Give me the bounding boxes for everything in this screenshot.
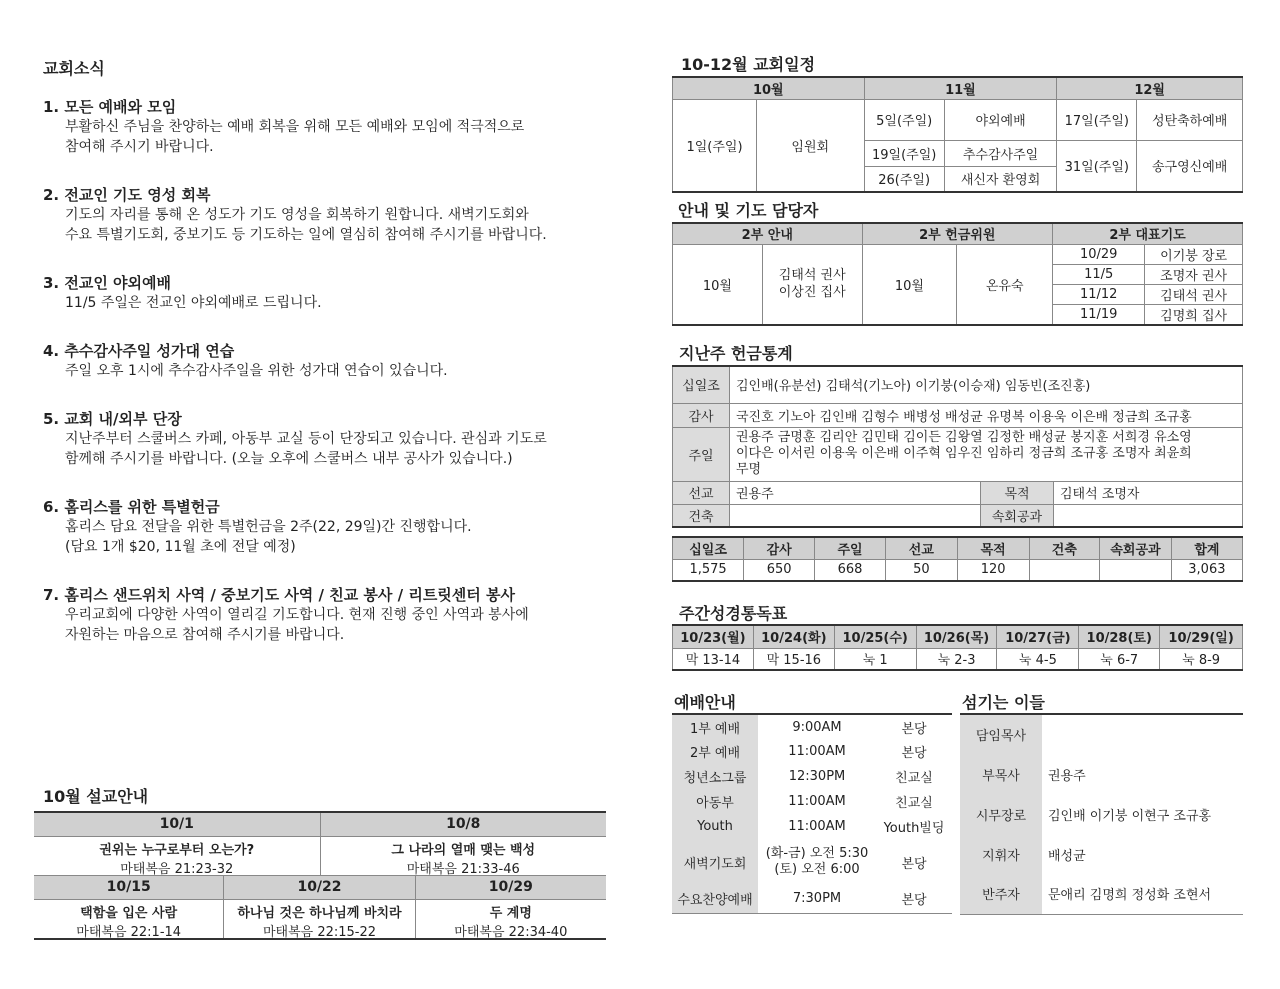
news-item-line: 부활하신 주님을 찬양하는 예배 회복을 위해 모든 예배와 모임에 적극적으로 [65,119,525,135]
worship-title: 예배안내 [674,693,736,712]
prayer-date: 11/12 [1053,284,1145,304]
news-item-line: 우리교회에 다양한 사역이 열리길 기도합니다. 현재 진행 중인 사역과 봉사에 [65,607,529,623]
servant-names: 문애리 김명희 정성화 조현서 [1048,888,1212,904]
schedule-event: 새신자 환영회 [944,166,1056,192]
sunday-label: 주일 [673,427,730,481]
summary-value: 1,575 [673,559,744,581]
news-item-line: 홈리스 담요 전달을 위한 특별헌금을 2주(22, 29일)간 진행합니다. [65,519,472,535]
schedule-date: 19일(주일) [864,140,944,166]
summary-value: 650 [744,559,815,581]
news-item-line: 11/5 주일은 전교인 야외예배로 드립니다. [65,295,322,311]
purpose-label: 목적 [981,481,1054,504]
sermon-name: 권위는 누구로부터 오는가? [99,843,255,858]
servant-names [1042,714,1243,754]
bible-reading: 눅 1 [834,648,916,670]
duty-title: 안내 및 기도 담당자 [678,201,819,220]
sermon-date: 10/29 [488,879,533,895]
sermon-title: 10월 설교안내 [43,787,149,806]
debt-names [1054,504,1243,527]
summary-value: 3,063 [1171,559,1242,581]
guide-names [762,244,862,325]
guide-month: 10월 [673,244,763,325]
bible-day: 10/25(수) [834,625,916,648]
news-item-title: 2. 전교인 기도 영성 회복 [43,186,211,204]
offering-title: 지난주 헌금통계 [679,344,793,363]
servant-role: 담임목사 [960,714,1042,754]
news-item-title: 7. 홈리스 샌드위치 사역 / 중보기도 사역 / 친교 봉사 / 리트릿센터 봉사 [43,586,515,604]
worship-place: 본당 [901,856,927,872]
month-header: 10월 [673,77,865,99]
bible-day: 10/24(화) [753,625,834,648]
schedule-title: 10-12월 교회일정 [681,55,816,74]
summary-header: 감사 [744,537,815,559]
news-item [43,408,633,476]
thanks-names: 국진호 기노아 김인배 김형수 배병성 배성균 유명복 이용욱 이은배 정금희 조규홍 [730,403,1243,427]
summary-header: 합계 [1171,537,1242,559]
bible-reading: 눅 4-5 [997,648,1079,670]
sermon-ref: 마태복음 21:33-46 [406,862,520,877]
duty-header: 2부 안내 [673,223,863,244]
prayer-date: 10/29 [1053,244,1145,264]
news-item-line: 지난주부터 스쿨버스 카페, 아동부 교실 등이 단장되고 있습니다. 관심과 기도로 [65,431,547,447]
news-item-title: 4. 추수감사주일 성가대 연습 [43,342,235,360]
worship-time: (토) 오전 6:00 [774,862,860,877]
news-title: 교회소식 [43,59,105,78]
news-item-line: (담요 1개 $20, 11월 초에 전달 예정) [65,539,296,555]
sermon-cell [224,900,415,938]
sermon-name: 하나님 것은 하나님께 바치라 [237,906,402,921]
news-item-line: 수요 특별기도회, 중보기도 등 기도하는 일에 열심히 참여해 주시기를 바랍니다. [65,227,547,243]
news-item [43,340,633,388]
news-item [43,496,633,564]
prayer-date: 11/19 [1053,304,1145,325]
news-item [43,584,633,652]
bible-reading: 눅 2-3 [916,648,997,670]
offering-month: 10월 [862,244,957,325]
summary-header: 목적 [957,537,1029,559]
schedule-date: 26(주일) [864,166,944,192]
sermon-cell [321,837,607,875]
news-item [43,272,633,320]
worship-time: 7:30PM [792,891,842,907]
servant-role: 부목사 [960,754,1042,794]
summary-header: 선교 [886,537,958,559]
sermon-ref: 마태복음 21:23-32 [120,862,234,877]
worship-place: Youth빌딩 [883,821,945,836]
prayer-name: 조명자 권사 [1145,264,1243,284]
prayer-name: 김명희 집사 [1145,304,1243,325]
sunday-line: 권용주 금명훈 김리안 김민태 김이든 김왕열 김정한 배성균 봉지훈 서희경 유소영 [736,430,1192,445]
sermon-name: 택함을 입은 사람 [80,906,178,921]
news-item-line: 주일 오후 1시에 추수감사주일을 위한 성가대 연습이 있습니다. [65,363,448,379]
servant-role: 반주자 [960,874,1042,914]
tithe-label: 십일조 [673,366,730,403]
schedule-date: 17일(주일) [1057,99,1137,140]
bible-day: 10/28(토) [1079,625,1160,648]
news-item-line: 참여해 주시기 바랍니다. [65,139,214,155]
news-item-title: 5. 교회 내/외부 단장 [43,410,182,428]
summary-value: 50 [886,559,958,581]
summary-value: 668 [815,559,886,581]
bible-reading: 막 13-14 [673,648,754,670]
worship-time: 11:00AM [788,794,846,809]
servant-role: 지휘자 [960,834,1042,874]
sermon-cell [416,900,606,938]
news-item-title: 1. 모든 예배와 모임 [43,98,177,116]
news-list [43,96,633,652]
sunday-line: 무명 [736,462,762,477]
servant-names: 배성균 [1048,848,1086,864]
schedule-date: 5일(주일) [864,99,944,140]
building-names [730,504,981,527]
worship-place: 본당 [901,893,927,909]
schedule-event: 임원회 [756,99,864,192]
mission-label: 선교 [673,481,730,504]
prayer-name: 김태석 권사 [1145,284,1243,304]
bible-reading: 눅 8-9 [1160,648,1243,670]
news-item-title: 6. 홈리스를 위한 특별헌금 [43,498,220,516]
prayer-date: 11/5 [1053,264,1145,284]
purpose-names: 김태석 조명자 [1054,481,1243,504]
sunday-line: 이다은 이서린 이용욱 이은배 이주혁 임우진 임하리 정금희 조규홍 조명자 최윤희 [736,446,1192,461]
mission-names: 권용주 [730,481,981,504]
servant-names: 김인배 이기붕 이현구 조규홍 [1048,808,1212,824]
worship-time: 11:00AM [788,744,846,759]
worship-time-block [758,839,876,885]
bible-day: 10/23(월) [673,625,754,648]
month-header: 11월 [864,77,1057,99]
servant-role: 시무장로 [960,794,1042,834]
bible-table [672,624,1243,671]
sermon-date: 10/22 [224,876,415,899]
summary-header: 십일조 [673,537,744,559]
summary-header: 속회공과 [1100,537,1172,559]
worship-table [672,713,952,914]
news-item [43,96,633,164]
month-header: 12월 [1057,77,1243,99]
worship-name: 2부 예배 [672,739,758,764]
guide-name: 김태석 권사 [778,268,846,283]
servants-table [960,713,1243,915]
worship-name: Youth [672,814,758,839]
sermon-date: 10/8 [446,816,481,832]
summary-value [1100,559,1172,581]
schedule-event: 야외예배 [944,99,1056,140]
sermon-date: 10/15 [34,876,224,899]
building-label: 건축 [673,504,730,527]
servant-names: 권용주 [1048,768,1086,784]
bible-reading: 눅 6-7 [1079,648,1160,670]
bible-day: 10/27(금) [997,625,1079,648]
worship-time: (화-금) 오전 5:30 [765,846,869,861]
schedule-event: 추수감사주일 [944,140,1056,166]
duty-header: 2부 대표기도 [1053,223,1243,244]
sermon-name: 그 나라의 열매 맺는 백성 [391,843,536,858]
sermon-name: 두 계명 [489,906,532,921]
sunday-names [730,427,1243,481]
schedule-date: 31일(주일) [1057,140,1137,192]
servants-title: 섬기는 이들 [962,693,1045,712]
bible-day: 10/29(일) [1160,625,1243,648]
guide-name: 이상진 집사 [778,285,846,300]
thanks-label: 감사 [673,403,730,427]
summary-header: 건축 [1029,537,1100,559]
worship-place: 친교실 [895,796,933,811]
schedule-event: 송구영신예배 [1137,140,1243,192]
news-item [43,184,633,252]
summary-value [1029,559,1100,581]
summary-value: 120 [957,559,1029,581]
worship-time: 9:00AM [792,719,842,735]
worship-place: 친교실 [895,771,933,786]
prayer-name: 이기붕 장로 [1145,244,1243,264]
bible-reading: 막 15-16 [753,648,834,670]
news-item-line: 기도의 자리를 통해 온 성도가 기도 영성을 회복하기 원합니다. 새벽기도회와 [65,207,529,223]
news-item-line: 함께해 주시기를 바랍니다. (오늘 오후에 스쿨버스 내부 공사가 있습니다.) [65,451,513,467]
schedule-table [672,76,1243,193]
worship-place: 본당 [901,721,927,737]
worship-name: 아동부 [672,789,758,814]
debt-label: 속회공과 [981,504,1054,527]
worship-time: 12:30PM [788,769,846,784]
news-item-title: 3. 전교인 야외예배 [43,274,172,292]
schedule-event: 성탄축하예배 [1137,99,1243,140]
news-item-line: 자원하는 마음으로 참여해 주시기를 바랍니다. [65,627,345,643]
summary-header: 주일 [815,537,886,559]
offering-summary-table [672,536,1243,582]
sermon-ref: 마태복음 22:15-22 [262,925,377,940]
tithe-names: 김인배(유분선) 김태석(기노아) 이기붕(이승재) 임동빈(조진홍) [730,366,1243,403]
worship-time: 11:00AM [788,819,846,834]
offering-name: 온유숙 [957,244,1053,325]
sermon-date: 10/1 [34,813,321,836]
worship-name: 청년소그룹 [672,764,758,789]
bible-day: 10/26(목) [916,625,997,648]
worship-name: 수요찬양예배 [672,885,758,913]
schedule-date: 1일(주일) [673,99,757,192]
sermon-table [34,811,606,940]
worship-name: 1부 예배 [672,714,758,739]
offering-table [672,365,1243,528]
worship-place: 본당 [901,746,927,761]
sermon-ref: 마태복음 22:34-40 [454,925,568,940]
bible-title: 주간성경통독표 [679,604,788,623]
sermon-cell [34,837,321,875]
sermon-ref: 마태복음 22:1-14 [76,925,182,940]
sermon-cell [34,900,224,938]
duty-table [672,222,1243,326]
worship-name: 새벽기도회 [672,839,758,885]
duty-header: 2부 헌금위원 [862,223,1053,244]
